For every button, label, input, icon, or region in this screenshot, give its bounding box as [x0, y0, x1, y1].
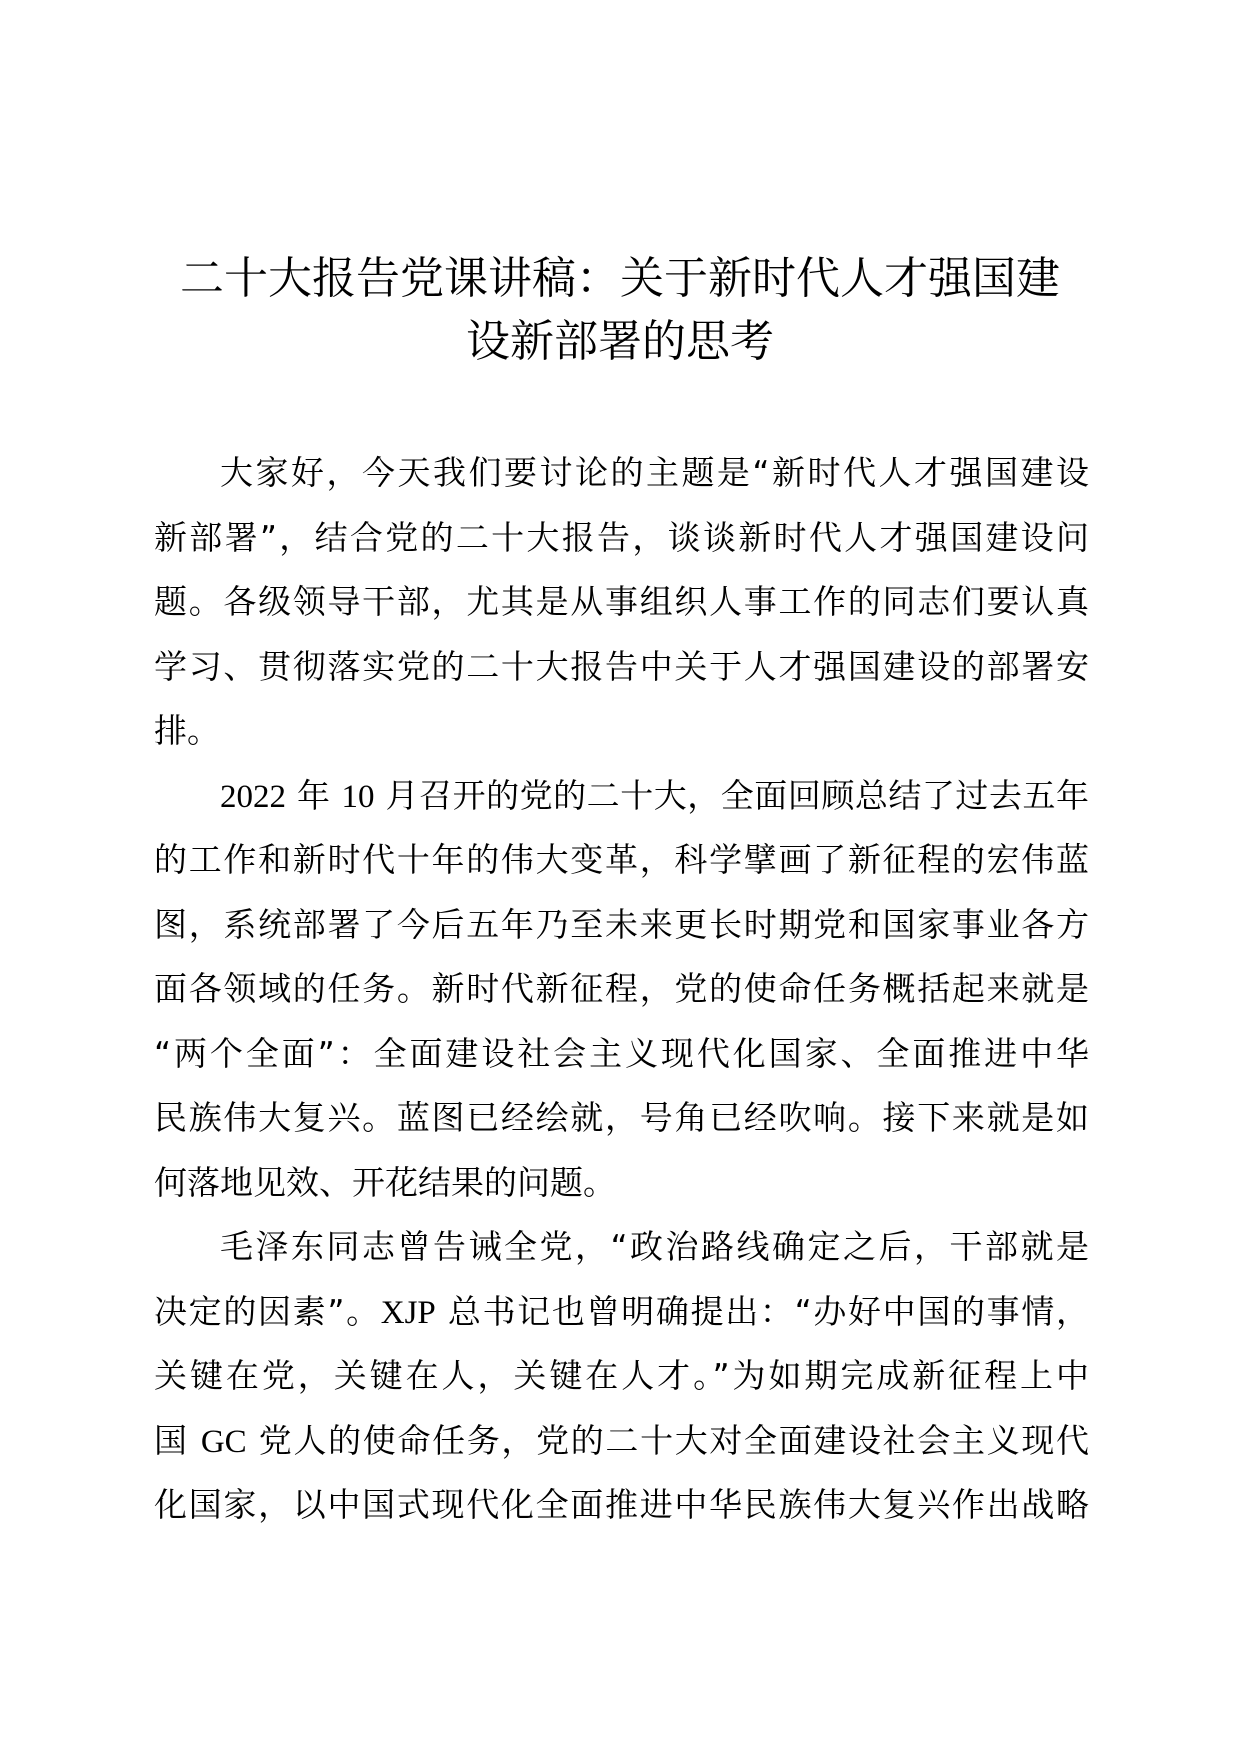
- paragraph-line: “两个全面”：全面建设社会主义现代化国家、全面推进中华: [154, 1033, 1089, 1073]
- paragraph-line: 关键在党，关键在人，关键在人才。”为如期完成新征程上中: [154, 1356, 1089, 1395]
- paragraph-line: 学习、贯彻落实党的二十大报告中关于人才强国建设的部署安: [154, 646, 1089, 686]
- paragraph-2: [154, 764, 1089, 1216]
- paragraph-line: 民族伟大复兴。蓝图已经绘就，号角已经吹响。接下来就是如: [154, 1098, 1089, 1137]
- title-line: 设新部署的思考: [466, 316, 774, 367]
- paragraph-line: 新部署”，结合党的二十大报告，谈谈新时代人才强国建设问: [154, 517, 1089, 557]
- paragraph-3: [154, 1215, 1089, 1538]
- paragraph-line: 2022 年 10 月召开的党的二十大，全面回顾总结了过去五年: [220, 775, 1089, 815]
- paragraph-line: 题。各级领导干部，尤其是从事组织人事工作的同志们要认真: [154, 582, 1089, 621]
- latin-text-run: 2022: [220, 778, 286, 815]
- latin-text-run: GC: [200, 1423, 247, 1460]
- paragraph-line: 化国家，以中国式现代化全面推进中华民族伟大复兴作出战略: [154, 1485, 1089, 1524]
- title-line: 二十大报告党课讲稿：关于新时代人才强国建: [180, 253, 1060, 304]
- paragraph-line: 的工作和新时代十年的伟大变革，科学擘画了新征程的宏伟蓝: [154, 840, 1089, 879]
- paragraph-line: 排。: [154, 711, 220, 750]
- document-body: [154, 441, 1089, 1538]
- paragraph-line: 大家好，今天我们要讨论的主题是“新时代人才强国建设: [220, 453, 1089, 492]
- paragraph-line: 决定的因素”。XJP 总书记也曾明确提出：“办好中国的事情，: [154, 1291, 1089, 1331]
- paragraph-line: 图，系统部署了今后五年乃至未来更长时期党和国家事业各方: [154, 904, 1089, 944]
- paragraph-line: 面各领域的任务。新时代新征程，党的使命任务概括起来就是: [154, 969, 1089, 1008]
- paragraph-1: [154, 441, 1089, 764]
- paragraph-line: 毛泽东同志曾告诫全党，“政治路线确定之后，干部就是: [220, 1227, 1089, 1266]
- latin-text-run: XJP: [380, 1294, 436, 1331]
- paragraph-line: 国 GC 党人的使命任务，党的二十大对全面建设社会主义现代: [154, 1420, 1089, 1460]
- latin-text-run: 10: [341, 778, 375, 815]
- paragraph-line: 何落地见效、开花结果的问题。: [154, 1162, 616, 1202]
- document-title: [150, 247, 1090, 373]
